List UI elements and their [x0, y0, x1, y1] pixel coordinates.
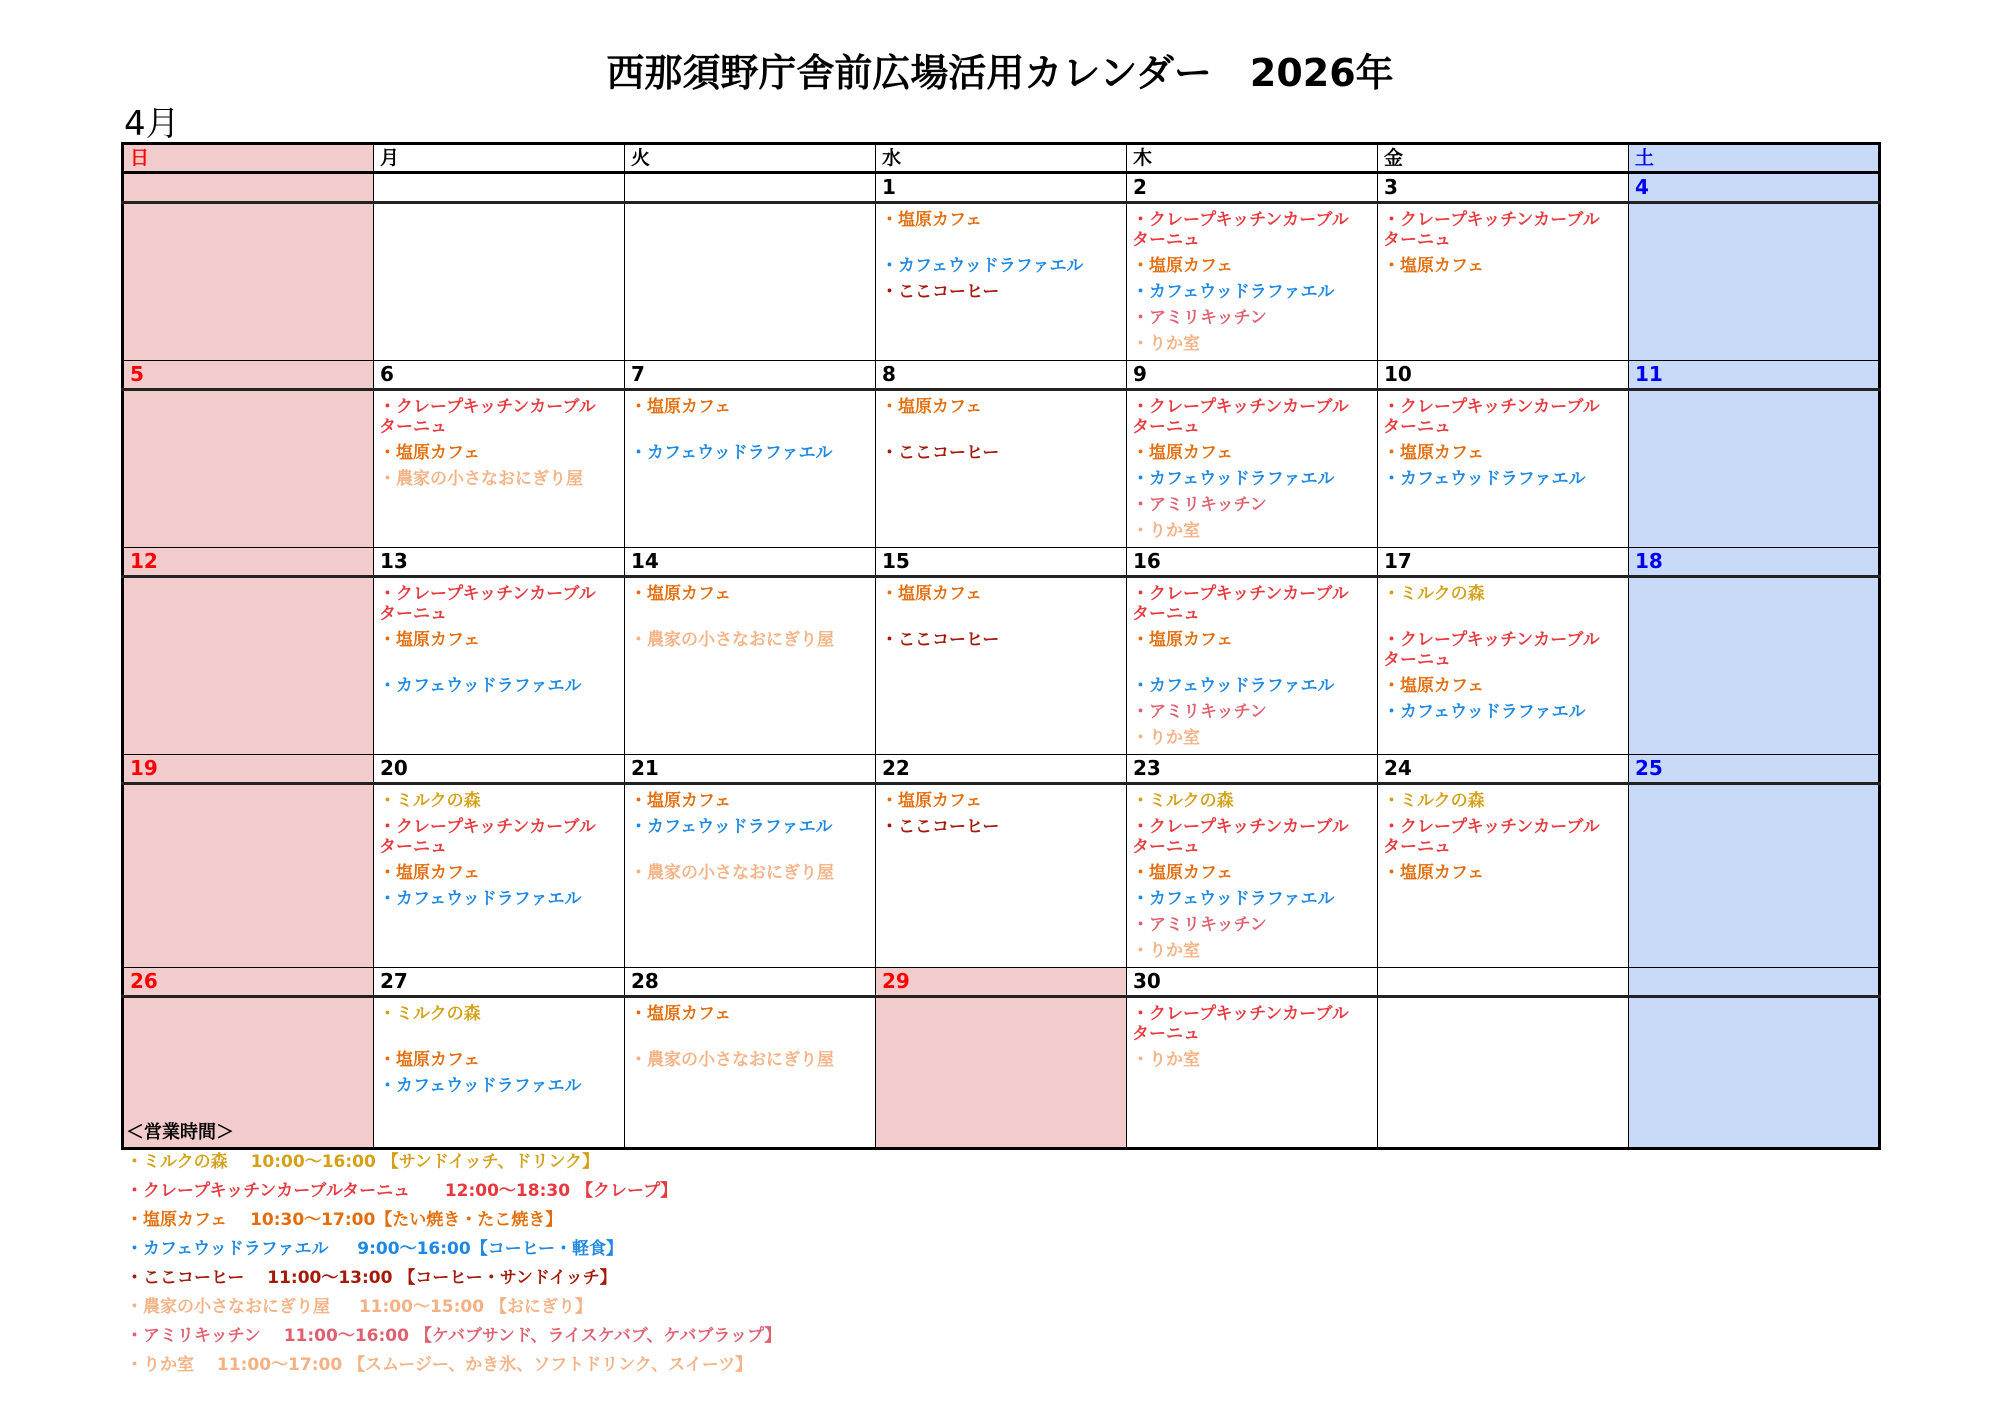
blank-slot — [630, 610, 875, 630]
vendor-entry-shiobara: ・塩原カフェ — [1383, 676, 1485, 696]
day-number: 26 — [123, 968, 374, 997]
vendor-entry-koko: ・ここコーヒー — [881, 817, 1000, 837]
day-number: 19 — [123, 755, 374, 784]
day-number: 9 — [1127, 361, 1378, 390]
vendor-entry-rika: ・りか室 — [1132, 521, 1200, 541]
weekday-wednesday: 水 — [876, 144, 1127, 173]
vendor-entry-wood: ・カフェウッドラファエル — [379, 676, 582, 696]
vendor-entry-shiobara: ・塩原カフェ — [630, 1004, 732, 1024]
vendor-entry-shiobara: ・塩原カフェ — [1132, 256, 1234, 276]
vendor-entry-milk: ・ミルクの森 — [379, 791, 481, 811]
vendor-entry-amiri: ・アミリキッチン — [1132, 308, 1267, 328]
day-number: 3 — [1378, 173, 1629, 203]
day-number — [374, 173, 625, 203]
day-cell — [625, 577, 876, 755]
day-cell — [123, 784, 374, 968]
vendor-entry-crepe: ・クレープキッチンカーブルターニュ — [1383, 630, 1600, 670]
vendor-entry-wood: ・カフェウッドラファエル — [1132, 889, 1335, 909]
blank-slot — [379, 1030, 624, 1050]
day-number — [1378, 968, 1629, 997]
vendor-entry-nouka: ・農家の小さなおにぎり屋 — [630, 863, 834, 883]
blank-slot — [881, 236, 1126, 256]
day-cell — [1127, 577, 1378, 755]
day-cell — [1629, 784, 1880, 968]
month-label: 4月 — [124, 104, 180, 144]
vendor-entry-wood: ・カフェウッドラファエル — [1383, 469, 1586, 489]
day-number: 5 — [123, 361, 374, 390]
vendor-entry-milk: ・ミルクの森 — [1132, 791, 1234, 811]
day-cell — [1378, 784, 1629, 968]
day-cell — [625, 390, 876, 548]
vendor-entry-shiobara: ・塩原カフェ — [379, 863, 481, 883]
vendor-entry-wood: ・カフェウッドラファエル — [1132, 282, 1335, 302]
weekday-thursday: 木 — [1127, 144, 1378, 173]
day-number: 11 — [1629, 361, 1880, 390]
day-number: 21 — [625, 755, 876, 784]
vendor-entry-crepe: ・クレープキッチンカーブルターニュ — [1132, 584, 1349, 624]
vendor-entry-nouka: ・農家の小さなおにぎり屋 — [630, 1050, 834, 1070]
day-cell — [1629, 577, 1880, 755]
vendor-entry-wood: ・カフェウッドラファエル — [379, 1076, 582, 1096]
day-number: 15 — [876, 548, 1127, 577]
blank-slot — [630, 423, 875, 443]
vendor-entry-milk: ・ミルクの森 — [379, 1004, 481, 1024]
day-number: 22 — [876, 755, 1127, 784]
vendor-entry-wood: ・カフェウッドラファエル — [881, 256, 1084, 276]
legend-entry-amiri: ・アミリキッチン 11:00～16:00 【ケバブサンド、ライスケバブ、ケバブラップ】 — [126, 1326, 782, 1346]
day-number: 2 — [1127, 173, 1378, 203]
day-cell — [876, 997, 1127, 1149]
day-cell — [374, 203, 625, 361]
legend-entry-nouka: ・農家の小さなおにぎり屋 11:00～15:00 【おにぎり】 — [126, 1297, 592, 1317]
weekday-monday: 月 — [374, 144, 625, 173]
vendor-entry-wood: ・カフェウッドラファエル — [1132, 676, 1335, 696]
vendor-entry-amiri: ・アミリキッチン — [1132, 915, 1267, 935]
vendor-entry-shiobara: ・塩原カフェ — [630, 791, 732, 811]
day-number: 17 — [1378, 548, 1629, 577]
legend-entry-wood: ・カフェウッドラファエル 9:00～16:00【コーヒー・軽食】 — [126, 1239, 624, 1259]
legend-heading: ＜営業時間＞ — [126, 1122, 234, 1143]
legend-entry-milk: ・ミルクの森 10:00～16:00 【サンドイッチ、ドリンク】 — [126, 1152, 600, 1172]
vendor-entry-milk: ・ミルクの森 — [1383, 584, 1485, 604]
vendor-entry-wood: ・カフェウッドラファエル — [630, 817, 833, 837]
day-cell — [123, 390, 374, 548]
vendor-entry-shiobara: ・塩原カフェ — [630, 397, 732, 417]
blank-slot — [1383, 610, 1628, 630]
vendor-entry-crepe: ・クレープキッチンカーブルターニュ — [1132, 817, 1349, 857]
vendor-entry-rika: ・りか室 — [1132, 728, 1200, 748]
vendor-entry-crepe: ・クレープキッチンカーブルターニュ — [1383, 817, 1600, 857]
vendor-entry-crepe: ・クレープキッチンカーブルターニュ — [379, 397, 596, 437]
blank-slot — [379, 656, 624, 676]
day-number: 7 — [625, 361, 876, 390]
vendor-entry-wood: ・カフェウッドラファエル — [630, 443, 833, 463]
blank-slot — [1132, 656, 1377, 676]
vendor-entry-shiobara: ・塩原カフェ — [881, 397, 983, 417]
legend-entry-koko: ・ここコーヒー 11:00～13:00 【コーヒー・サンドイッチ】 — [126, 1268, 617, 1288]
day-cell — [1127, 997, 1378, 1149]
vendor-entry-wood: ・カフェウッドラファエル — [379, 889, 582, 909]
day-number: 10 — [1378, 361, 1629, 390]
day-cell — [1378, 390, 1629, 548]
vendor-entry-amiri: ・アミリキッチン — [1132, 495, 1267, 515]
week-content-row — [123, 390, 1880, 548]
vendor-entry-crepe: ・クレープキッチンカーブルターニュ — [379, 584, 596, 624]
vendor-entry-rika: ・りか室 — [1132, 1050, 1200, 1070]
weekday-friday: 金 — [1378, 144, 1629, 173]
day-number: 4 — [1629, 173, 1880, 203]
day-cell — [1378, 577, 1629, 755]
weekday-saturday: 土 — [1629, 144, 1880, 173]
vendor-entry-milk: ・ミルクの森 — [1383, 791, 1485, 811]
vendor-entry-shiobara: ・塩原カフェ — [379, 443, 481, 463]
day-number: 18 — [1629, 548, 1880, 577]
day-cell — [1127, 784, 1378, 968]
week-date-row — [123, 548, 1880, 577]
day-number: 28 — [625, 968, 876, 997]
vendor-entry-crepe: ・クレープキッチンカーブルターニュ — [1132, 210, 1349, 250]
vendor-entry-shiobara: ・塩原カフェ — [1383, 443, 1485, 463]
blank-slot — [630, 843, 875, 863]
vendor-entry-koko: ・ここコーヒー — [881, 443, 1000, 463]
day-cell — [876, 390, 1127, 548]
week-content-row — [123, 577, 1880, 755]
day-number: 12 — [123, 548, 374, 577]
day-cell — [1629, 997, 1880, 1149]
day-number — [1629, 968, 1880, 997]
day-cell — [1378, 997, 1629, 1149]
page-title: 西那須野庁舎前広場活用カレンダー 2026年 — [606, 51, 1394, 95]
vendor-entry-shiobara: ・塩原カフェ — [881, 791, 983, 811]
week-date-row — [123, 361, 1880, 390]
day-number: 8 — [876, 361, 1127, 390]
vendor-entry-nouka: ・農家の小さなおにぎり屋 — [630, 630, 834, 650]
day-number: 13 — [374, 548, 625, 577]
day-cell — [123, 577, 374, 755]
week-date-row — [123, 173, 1880, 203]
weekday-tuesday: 火 — [625, 144, 876, 173]
weekday-header-row — [123, 144, 1880, 173]
vendor-entry-shiobara: ・塩原カフェ — [379, 630, 481, 650]
week-date-row — [123, 755, 1880, 784]
week-date-row — [123, 968, 1880, 997]
day-number: 27 — [374, 968, 625, 997]
day-cell — [1127, 203, 1378, 361]
vendor-entry-crepe: ・クレープキッチンカーブルターニュ — [1383, 210, 1600, 250]
day-cell — [1629, 390, 1880, 548]
day-cell — [876, 577, 1127, 755]
week-content-row — [123, 203, 1880, 361]
vendor-entry-shiobara: ・塩原カフェ — [1383, 863, 1485, 883]
vendor-entry-shiobara: ・塩原カフェ — [1132, 630, 1234, 650]
business-hours-legend — [126, 1120, 781, 1380]
day-cell — [1378, 203, 1629, 361]
week-content-row — [123, 784, 1880, 968]
day-number: 25 — [1629, 755, 1880, 784]
calendar-grid — [121, 142, 1881, 1150]
day-number: 20 — [374, 755, 625, 784]
day-number: 16 — [1127, 548, 1378, 577]
vendor-entry-shiobara: ・塩原カフェ — [1132, 443, 1234, 463]
day-cell — [374, 577, 625, 755]
vendor-entry-crepe: ・クレープキッチンカーブルターニュ — [1132, 397, 1349, 437]
day-cell — [625, 784, 876, 968]
day-cell — [123, 203, 374, 361]
day-number: 29 — [876, 968, 1127, 997]
vendor-entry-koko: ・ここコーヒー — [881, 630, 1000, 650]
day-cell — [1127, 390, 1378, 548]
day-number: 6 — [374, 361, 625, 390]
day-number: 23 — [1127, 755, 1378, 784]
vendor-entry-crepe: ・クレープキッチンカーブルターニュ — [1383, 397, 1600, 437]
vendor-entry-shiobara: ・塩原カフェ — [1383, 256, 1485, 276]
legend-entry-shiobara: ・塩原カフェ 10:30～17:00【たい焼き・たこ焼き】 — [126, 1210, 563, 1230]
vendor-entry-shiobara: ・塩原カフェ — [1132, 863, 1234, 883]
vendor-entry-rika: ・りか室 — [1132, 941, 1200, 961]
vendor-entry-shiobara: ・塩原カフェ — [881, 584, 983, 604]
blank-slot — [881, 610, 1126, 630]
vendor-entry-shiobara: ・塩原カフェ — [881, 210, 983, 230]
day-number: 14 — [625, 548, 876, 577]
legend-list — [126, 1148, 781, 1380]
day-cell — [374, 784, 625, 968]
day-number: 30 — [1127, 968, 1378, 997]
day-cell — [374, 390, 625, 548]
vendor-entry-crepe: ・クレープキッチンカーブルターニュ — [379, 817, 596, 857]
legend-entry-rika: ・りか室 11:00～17:00 【スムージー、かき氷、ソフトドリンク、スイーツ】 — [126, 1355, 753, 1375]
legend-entry-crepe: ・クレープキッチンカーブルターニュ 12:00～18:30 【クレープ】 — [126, 1181, 678, 1201]
blank-slot — [881, 423, 1126, 443]
vendor-entry-koko: ・ここコーヒー — [881, 282, 1000, 302]
vendor-entry-shiobara: ・塩原カフェ — [630, 584, 732, 604]
day-cell — [876, 784, 1127, 968]
day-number: 1 — [876, 173, 1127, 203]
vendor-entry-wood: ・カフェウッドラファエル — [1132, 469, 1335, 489]
day-cell — [876, 203, 1127, 361]
vendor-entry-shiobara: ・塩原カフェ — [379, 1050, 481, 1070]
weekday-sunday: 日 — [123, 144, 374, 173]
day-number: 24 — [1378, 755, 1629, 784]
day-cell — [1629, 203, 1880, 361]
blank-slot — [630, 1030, 875, 1050]
vendor-entry-crepe: ・クレープキッチンカーブルターニュ — [1132, 1004, 1349, 1044]
vendor-entry-wood: ・カフェウッドラファエル — [1383, 702, 1586, 722]
vendor-entry-amiri: ・アミリキッチン — [1132, 702, 1267, 722]
day-number — [123, 173, 374, 203]
day-cell — [625, 203, 876, 361]
day-number — [625, 173, 876, 203]
vendor-entry-rika: ・りか室 — [1132, 334, 1200, 354]
vendor-entry-nouka: ・農家の小さなおにぎり屋 — [379, 469, 583, 489]
